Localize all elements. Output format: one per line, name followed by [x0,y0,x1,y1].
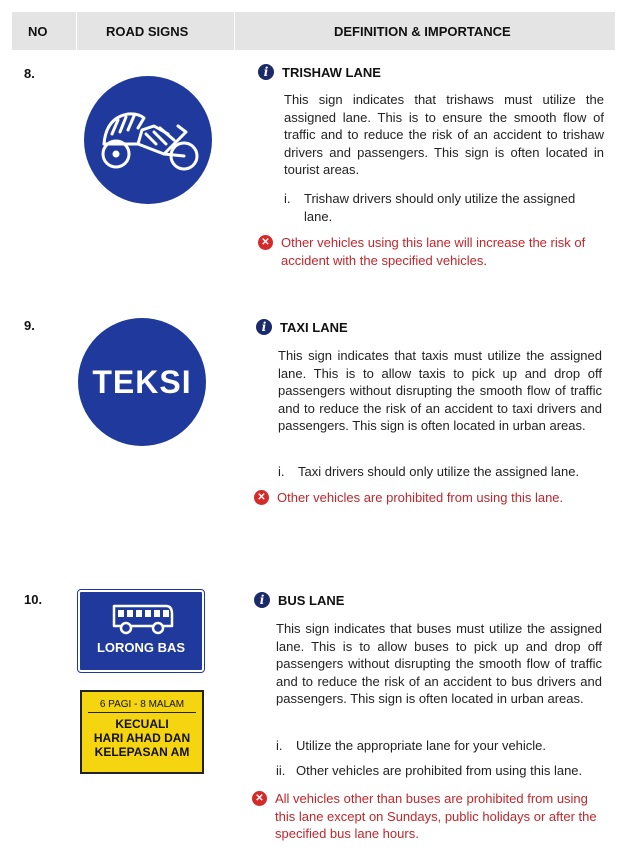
info-icon: i [254,592,270,608]
section-title-text: TAXI LANE [280,319,348,335]
info-icon: i [256,319,272,335]
bus-sign-label: LORONG BAS [96,640,186,655]
bus-icon [110,602,174,636]
list-text: Trishaw drivers should only utilize the assigned lane. [304,191,576,224]
trishaw-icon [94,104,202,176]
list-marker: i. [276,738,283,753]
warning [252,790,604,843]
plate-line: KELEPASAN AM [94,745,190,759]
list-text: Utilize the appropriate lane for your vehicle. [296,738,547,753]
warning-text: All vehicles other than buses are prohibited from using this lane except on Sundays, public holidays or after the specified bus lane hours. [275,791,597,841]
time-plate [80,690,204,774]
list-item [276,762,606,780]
list-marker: i. [278,464,285,479]
list-item [278,463,608,481]
section-title [256,319,348,335]
list-text: Taxi drivers should only utilize the assigned lane. [298,464,580,479]
section-title-text: BUS LANE [278,592,345,608]
list-text: Other vehicles are prohibited from using this lane. [296,763,583,778]
header-divider [234,12,235,50]
header-definition: DEFINITION & IMPORTANCE [334,23,511,39]
list-marker: i. [284,191,291,206]
info-icon: i [258,64,274,80]
header-no: NO [28,23,48,39]
warning-text: Other vehicles are prohibited from using this lane. [277,490,564,505]
row-number: 9. [24,318,35,333]
row-number: 8. [24,66,35,81]
list-marker: ii. [276,763,286,778]
warning [258,234,606,269]
table-header [12,12,615,50]
plate-line: KECUALI [115,717,169,731]
taxi-sign [78,318,206,446]
trishaw-sign [84,76,212,204]
taxi-sign-text: TEKSI [92,363,192,400]
header-divider [76,12,77,50]
plate-line: HARI AHAD DAN [93,731,191,745]
list-item [284,190,604,225]
x-circle-icon: ✕ [252,791,267,806]
plate-hours: 6 PAGI - 8 MALAM [88,697,196,713]
section-title [254,592,344,608]
x-circle-icon: ✕ [258,235,273,250]
description: This sign indicates that trishaws must utilize the assigned lane. This is to ensure the smooth flow of traffic and to reduce the risk of an accident to trishaw drivers and passengers. This sign is often located in tourist areas. [284,92,604,177]
bus-lane-sign [78,590,204,672]
warning [254,489,604,507]
x-circle-icon: ✕ [254,490,269,505]
plate-exceptions [82,717,202,759]
section-title-text: TRISHAW LANE [282,64,381,80]
description: This sign indicates that buses must utilize the assigned lane. This is to allow buses to pick up and drop off passengers without disrupting the smooth flow of traffic and to reduce the risk of an accident to bus drivers and passengers. This sign is often located in urban areas. [276,621,602,706]
header-road-signs: ROAD SIGNS [106,23,189,39]
description: This sign indicates that taxis must utilize the assigned lane. This is to allow taxis to pick up and drop off passengers without disrupting the smooth flow of traffic and to reduce the risk of an accident to taxi drivers and passengers. This sign is often located in urban areas. [278,348,602,433]
list-item [276,737,606,755]
row-number: 10. [24,592,43,607]
section-title [258,64,381,80]
warning-text: Other vehicles using this lane will increase the risk of accident with the specified vehicles. [281,235,586,268]
